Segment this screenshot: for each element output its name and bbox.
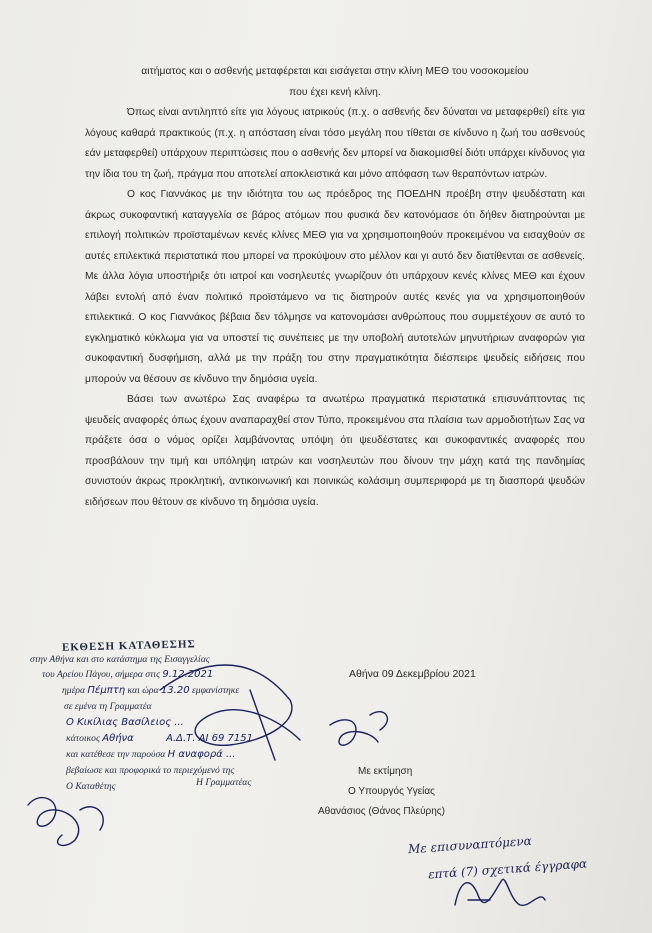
- stamp-label-time: και ώρα: [127, 685, 159, 696]
- handwritten-time: 13.20: [160, 685, 190, 696]
- stamp-label-day: ημέρα: [62, 685, 85, 696]
- deponent-signature: [330, 720, 378, 745]
- handnote-line-2: επτά (7) σχετικά έγγραφα: [427, 856, 588, 882]
- paragraph-1-line-2: που έχει κενή κλίνη.: [289, 86, 381, 98]
- handwritten-date: 9.12.2021: [162, 669, 214, 680]
- letter-body: [85, 62, 585, 513]
- handwritten-residence: Αθήνα: [102, 733, 134, 744]
- paragraph-3: Ο κος Γιαννάκος με την ιδιότητα του ως πρόεδρος της ΠΟΕΔΗΝ προέβη στην ψευδέστατη και άκρως συκοφαντική καταγγελία σε βάρος ατόμων που φυσικά δεν κατονόμασε ότι δήθεν διατηρούνται με επιλογή πολιτικών προϊσταμένων κενές κλίνες ΜΕΘ για να χρησιμοποιηθούν προκειμένου να εισαχθούν σε αυτές επιλεκτικά περιστατικά που μπορεί να προκύψουν στο μέλλον και γι αυτό δεν διατίθενται σε ασθενείς. Με άλλα λόγια υποστήριξε ότι ιατροί και νοσηλευτές γνωρίζουν ότι υπάρχουν κενές κλίνες ΜΕΘ και έχουν λάβει εντολή από έναν πολιτικό προϊστάμενο να τις διατηρούν αυτές κενές για να χρησιμοποιηθούν επιλεκτικά. Ο κος Γιαννάκος βέβαια δεν τόλμησε να κατονομάσει ανθρώπους που συμμετέχουν σε αυτό το εγκληματικό κύκλωμα για να υποστεί τις συνέπειες με την υποβολή αυτοτελών μηνυτήριων αναφορών για συκοφαντική δυσφήμιση, αλλά με την πράξη του στην πραγματικότητα διέσπειρε ψευδείς ειδήσεις που μπορούν να θέσουν σε κίνδυνο την δημόσια υγεία.: [85, 189, 585, 385]
- stamp-label-secretary-sign: Η Γραμματέας: [196, 777, 252, 788]
- stamp-label-appeared: εμφανίστηκε: [191, 685, 240, 696]
- handwritten-id: Α.Δ.Τ. ΑΙ 69 7151: [166, 733, 253, 744]
- signatory-role: Ο Υπουργός Υγείας: [348, 786, 435, 797]
- stamp-title: ΕΚΘΕΣΗ ΚΑΤΑΘΕΣΗΣ: [61, 638, 196, 654]
- stamp-line-affirmed: βεβαίωσε και προφορικά το περιεχόμενό της: [66, 765, 235, 776]
- closing-label: Με εκτίμηση: [358, 766, 413, 777]
- paragraph-1-line-1: αιτήματος και ο ασθενής μεταφέρεται και εισάγεται στην κλίνη ΜΕΘ του νοσοκομείου: [141, 66, 529, 77]
- handwritten-weekday: Πέμπτη: [87, 685, 126, 696]
- stamp-line-place: στην Αθήνα και στο κατάστημα της Εισαγγελίας: [30, 654, 210, 665]
- handwritten-name: Ο Κικίλιας Βασίλειος ...: [66, 717, 184, 728]
- bottom-signature: [455, 879, 545, 905]
- paragraph-2: Όπως είναι αντιληπτό είτε για λόγους ιατρικούς (π.χ. ο ασθενής δεν δύναται να μεταφερθεί) είτε για λόγους καθαρά πρακτικούς (π.χ. η απόσταση είναι τόσο μεγάλη που τίθεται σε κίνδυνο η ζωή του ασθενούς εάν μεταφερθεί) υπάρχουν περιπτώσεις που ο ασθενής δεν μπορεί να διακομισθεί διότι υπάρχει κίνδυνος για την ίδια του τη ζωή, πράγμα που αποτελεί αποκλειστικά και μόνο απόφαση των θεραπόντων ιατρών.: [85, 107, 585, 180]
- handnote-line-1: Με επισυναπτόμενα: [407, 833, 533, 857]
- stamp-line-areios-pagos: του Αρείου Πάγου, σήμερα στις: [42, 669, 160, 680]
- paragraph-4: Βάσει των ανωτέρω Σας αναφέρω τα ανωτέρω πραγματικά περιστατικά επισυνάπτοντας τις ψευδείς αναφορές όπως έχουν αναπαραχθεί στον Τύπο, προκειμένου στα πλαίσια των αρμοδιοτήτων Σας να πράξετε όσα ο νόμος ορίζει λαμβάνοντας υπόψη ότι ψευδέστατες και συκοφαντικές αναφορές που προσβάλουν την τιμή και υπόληψη ιατρών και νοσηλευτών που δίνουν την μάχη κατά της πανδημίας συνιστούν άκρως προκλητική, αντικοινωνική και ποινικώς κολάσιμη συμπεριφορά με τη διασπορά ψευδών ειδήσεων που θέτουν σε κίνδυνο τη δημόσια υγεία.: [85, 394, 585, 508]
- stamp-label-resident: κάτοικος: [66, 733, 100, 744]
- signatory-name: Αθανάσιος (Θάνος Πλεύρης): [318, 806, 445, 817]
- secretary-signature: [28, 798, 79, 846]
- stamp-label-deponent: Ο Καταθέτης: [66, 781, 116, 792]
- document-date: Αθήνα 09 Δεκεμβρίου 2021: [349, 668, 476, 680]
- stamp-line-deposited: και κατέθεσε την παρούσα: [66, 749, 166, 760]
- stamp-line-secretary: σε εμένα τη Γραμματέα: [64, 701, 152, 712]
- handwritten-report: Η αναφορά ...: [167, 749, 236, 760]
